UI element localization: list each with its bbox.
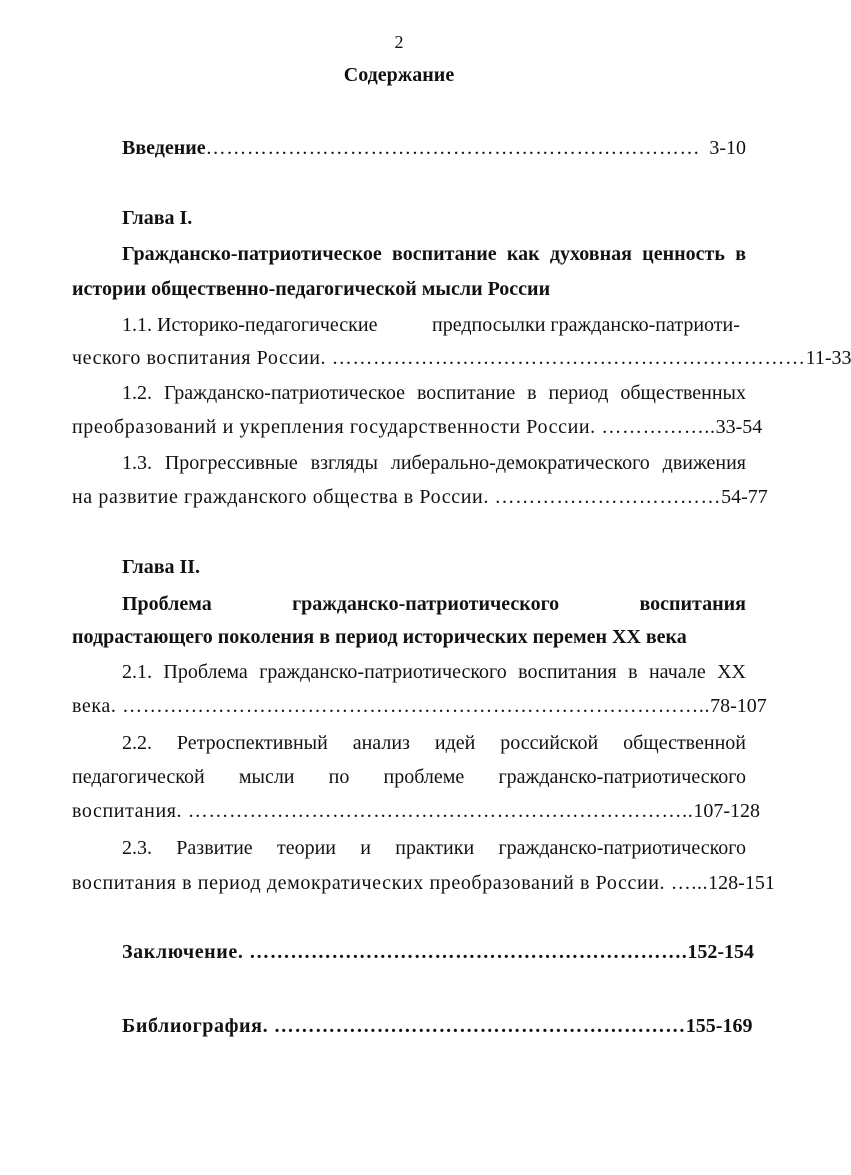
toc-bibliography-pages: 155-169 [685,1015,753,1037]
chapter1-title-line2: истории общественно-педагогической мысли России [72,278,551,300]
toc-2-1-pages: 78-107 [710,695,767,717]
toc-bibliography-label: Библиография. …………………………………………………… [122,1015,686,1037]
toc-2-1-line1: 2.1. Проблема гражданско-патриотического воспитания в начале XX [122,661,746,683]
chapter1-heading: Глава I. [122,207,193,229]
chapter2-heading: Глава II. [122,556,201,578]
toc-2-1-text: века. ………………………………………………………………………….. [72,695,711,717]
toc-2-2-line1: 2.2. Ретроспективный анализ идей российской общественной [122,732,746,754]
toc-2-2-text: воспитания. ……………………………………………………………….. [72,800,694,822]
page-title: Содержание [343,64,455,86]
toc-2-3-pages: 128-151 [708,872,775,894]
chapter2-title-word2: гражданско-патриотического [292,593,560,615]
toc-2-2-line3 [72,799,761,823]
toc-1-1-line1b: предпосылки гражданско-патриоти- [432,314,740,336]
toc-1-1-line2 [72,346,851,370]
toc-1-2-pages: 33-54 [715,416,763,438]
toc-1-1-line1a: 1.1. Историко-педагогические [122,314,378,336]
toc-1-3-line2 [72,485,768,509]
toc-bibliography [122,1014,753,1038]
toc-intro-dots: ……………………………………………………………… [205,137,701,159]
toc-2-3-text: воспитания в период демократических преобразований в России. …... [72,872,709,894]
toc-conclusion-label: Заключение. ………………………………………………………. [122,941,688,963]
toc-2-1-line2 [72,694,767,718]
toc-1-3-pages: 54-77 [721,486,768,508]
toc-2-2-line2: педагогической мысли по проблеме гражданско-патриотического [72,766,746,788]
toc-1-2-text: преобразований и укрепления государственности России. …………….. [72,416,716,438]
page-number: 2 [394,32,404,52]
toc-2-3-line1: 2.3. Развитие теории и практики гражданско-патриотического [122,837,746,859]
toc-intro [122,136,746,160]
chapter2-title-line2: подрастающего поколения в период исторических перемен XX века [72,626,687,648]
toc-intro-pages: 3-10 [709,137,746,159]
toc-1-1-pages: 11-33 [805,347,851,369]
toc-1-1-text: ческого воспитания России. …………………………………………………………… [72,347,806,369]
toc-1-2-line1: 1.2. Гражданско-патриотическое воспитание в период общественных [122,382,746,404]
toc-conclusion-pages: 152-154 [687,941,754,963]
toc-1-3-line1: 1.3. Прогрессивные взгляды либерально-демократического движения [122,452,746,474]
toc-conclusion [122,940,754,964]
toc-2-3-line2 [72,871,775,895]
chapter2-title-word1: Проблема [122,593,212,615]
toc-1-2-line2 [72,415,763,439]
chapter1-title-line1: Гражданско-патриотическое воспитание как духовная ценность в [122,243,746,265]
toc-intro-label: Введение [122,137,206,159]
toc-2-2-pages: 107-128 [693,800,761,822]
chapter2-title-word3: воспитания [639,593,746,615]
chapter2-title-line1 [122,592,746,616]
toc-1-3-text: на развитие гражданского общества в России. …………………………… [72,486,722,508]
